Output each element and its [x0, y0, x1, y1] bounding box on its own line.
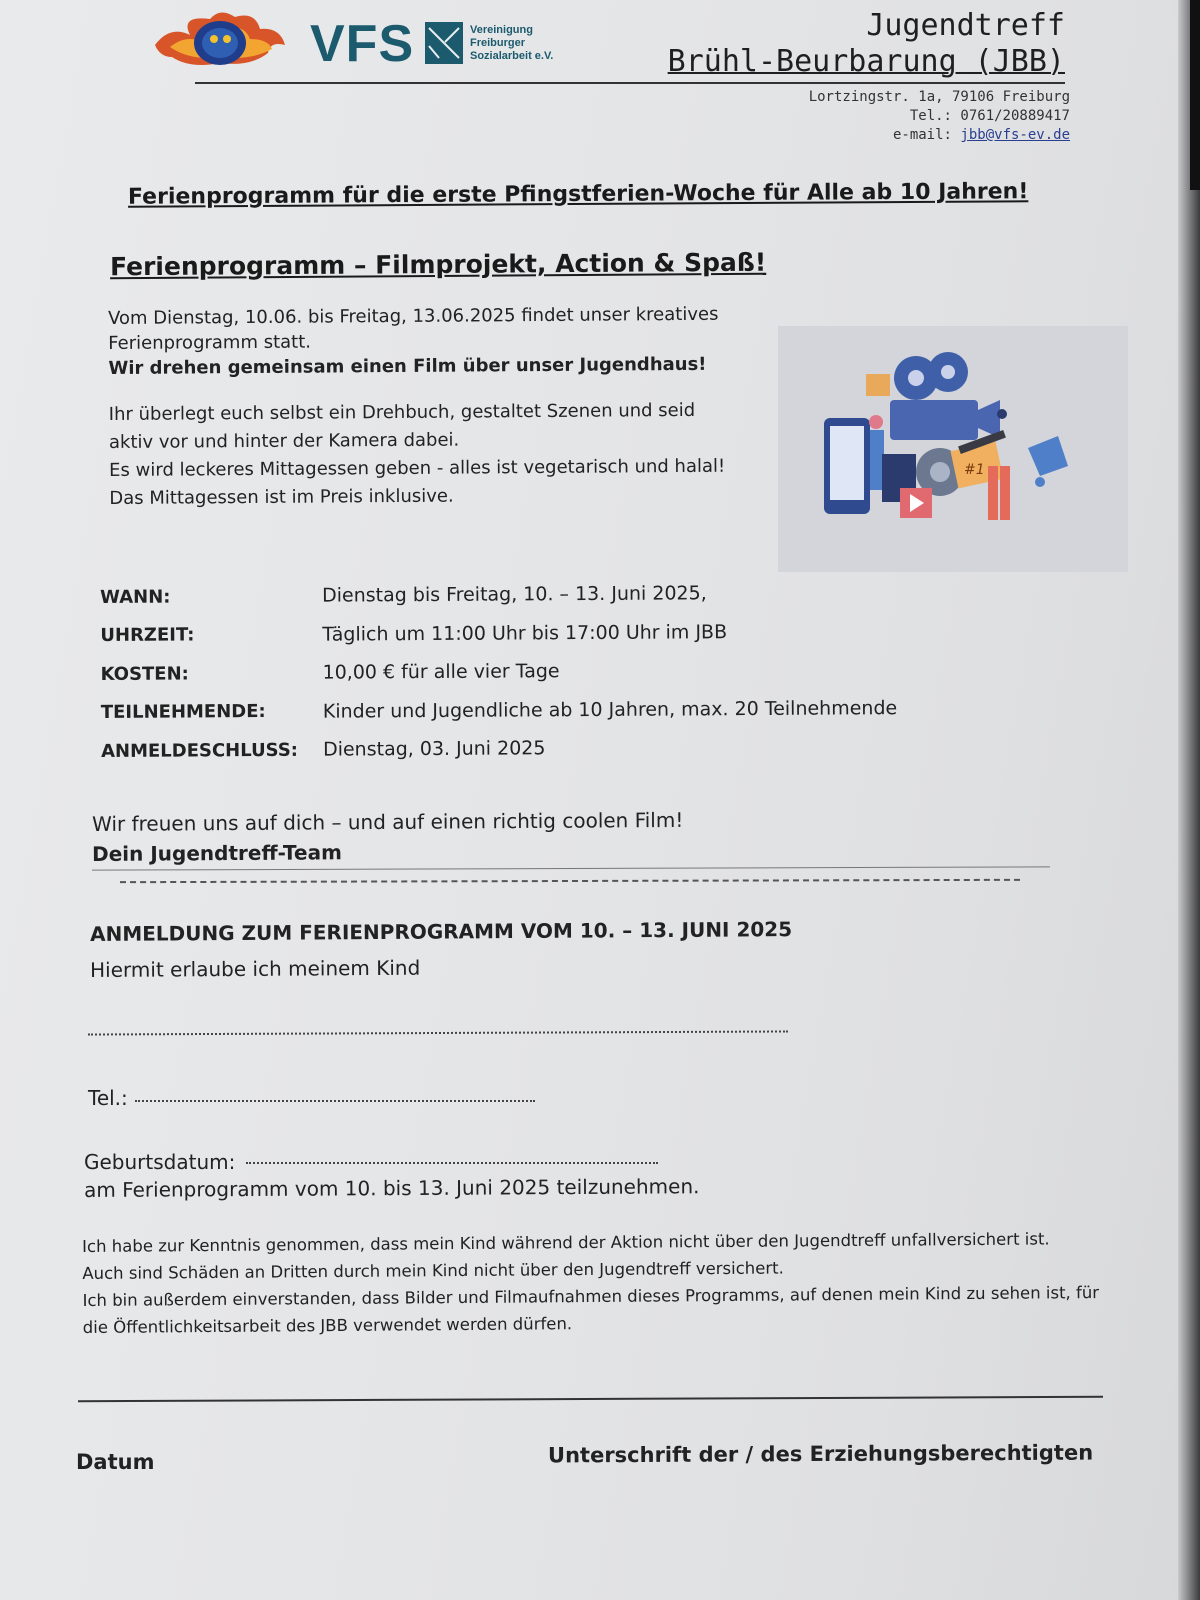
birthdate-label: Geburtsdatum: [84, 1150, 236, 1174]
email-link[interactable]: jbb@vfs-ev.de [960, 127, 1070, 143]
info-label: UHRZEIT: [100, 624, 195, 647]
disclaimer-line: Ich bin außerdem einverstanden, dass Bilder und Filmaufnahmen dieses Programms, auf denen mein Kind zu sehen ist, für [82, 1283, 1100, 1310]
disclaimer [82, 1225, 1143, 1341]
info-value: Kinder und Jugendliche ab 10 Jahren, max. 20 Teilnehmende [322, 696, 898, 723]
main-heading: Ferienprogramm für die erste Pfingstferien-Woche für Alle ab 10 Jahren! [127, 179, 1029, 210]
vfs-org-line: Sozialarbeit e.V. [470, 50, 554, 62]
info-row-uhrzeit [100, 611, 1000, 655]
email-row [809, 126, 1070, 145]
info-value: Täglich um 11:00 Uhr bis 17:00 Uhr im JBB [322, 620, 728, 646]
guardian-signature-label: Unterschrift der / des Erziehungsberechtigten [547, 1440, 1094, 1468]
intro-line: Ferienprogramm statt. [108, 331, 312, 354]
date-label: Datum [76, 1450, 155, 1474]
info-label: KOSTEN: [100, 663, 189, 685]
info-value: Dienstag, 03. Juni 2025 [322, 737, 546, 761]
info-row-anmeldeschluss [101, 726, 1001, 770]
intro-line: Es wird leckeres Mittagessen geben - alles ist vegetarisch und halal! [109, 455, 726, 481]
info-table [100, 573, 1001, 771]
intro-line: Ihr überlegt euch selbst ein Drehbuch, gestaltet Szenen und seid [108, 399, 696, 425]
vfs-logo-text: VFS [310, 15, 415, 73]
jugendtreff-title [668, 8, 1065, 80]
info-value: 10,00 € für alle vier Tage [322, 660, 560, 684]
jbb-emblem-logo [150, 5, 290, 75]
registration-heading: ANMELDUNG ZUM FERIENPROGRAMM VOM 10. – 13. JUNI 2025 [90, 917, 793, 946]
info-label: ANMELDESCHLUSS: [100, 739, 299, 762]
phone: Tel.: 0761/20889417 [909, 108, 1070, 124]
intro-highlight: Wir drehen gemeinsam einen Film über unser Jugendhaus! [108, 353, 707, 379]
address: Lortzingstr. 1a, 79106 Freiburg [808, 89, 1070, 105]
clapper-label: #1 [964, 462, 985, 478]
title-line-1: Jugendtreff [866, 8, 1065, 43]
vfs-org-line: Freiburger [470, 37, 526, 49]
vfs-logo-mark [425, 22, 463, 64]
info-row-wann [100, 573, 1000, 617]
header-divider [195, 82, 1065, 84]
birthdate-field[interactable] [246, 1162, 658, 1164]
email-label: e-mail: [892, 127, 952, 143]
disclaimer-line: Ich habe zur Kenntnis genommen, dass mein Kind während der Aktion nicht über den Jugendtreff unfallversichert ist. [82, 1229, 1050, 1256]
tel-label: Tel.: [88, 1086, 128, 1110]
cut-here-line [120, 879, 1020, 883]
team-signoff: Dein Jugendtreff-Team [92, 840, 342, 866]
info-row-teilnehmende [101, 688, 1001, 732]
tel-field[interactable] [135, 1100, 535, 1102]
team-underline [92, 866, 1050, 870]
intro-line: Das Mittagessen ist im Preis inklusive. [109, 485, 454, 509]
contact-block [809, 88, 1070, 145]
intro-text [108, 301, 769, 513]
title-line-2: Brühl-Beurbarung (JBB) [667, 44, 1065, 79]
info-label: TEILNEHMENDE: [100, 701, 266, 724]
participation-text: am Ferienprogramm vom 10. bis 13. Juni 2025 teilzunehmen. [84, 1174, 700, 1202]
signature-line[interactable] [78, 1396, 1103, 1402]
disclaimer-line: Auch sind Schäden an Dritten durch mein Kind nicht über den Jugendtreff versichert. [82, 1258, 784, 1283]
disclaimer-line: die Öffentlichkeitsarbeit des JBB verwendet werden dürfen. [82, 1314, 573, 1337]
vfs-org-line: Vereinigung [470, 24, 533, 36]
sub-heading: Ferienprogramm – Filmprojekt, Action & Spaß! [109, 247, 767, 282]
intro-line: Vom Dienstag, 10.06. bis Freitag, 13.06.2025 findet unser kreatives [108, 303, 719, 329]
info-label: WANN: [100, 586, 171, 608]
vfs-org-name [470, 24, 553, 63]
info-row-kosten [100, 650, 1000, 694]
film-camera-illustration [778, 326, 1128, 572]
intro-line: aktiv vor und hinter der Kamera dabei. [108, 429, 460, 453]
page-edge-dark [1190, 0, 1200, 190]
child-name-field[interactable] [88, 1030, 788, 1035]
info-value: Dienstag bis Freitag, 10. – 13. Juni 2025, [322, 582, 707, 607]
registration-intro: Hiermit erlaube ich meinem Kind [90, 955, 421, 982]
page-edge-shadow [1178, 0, 1200, 1600]
closing-line: Wir freuen uns auf dich – und auf einen richtig coolen Film! [92, 807, 684, 836]
